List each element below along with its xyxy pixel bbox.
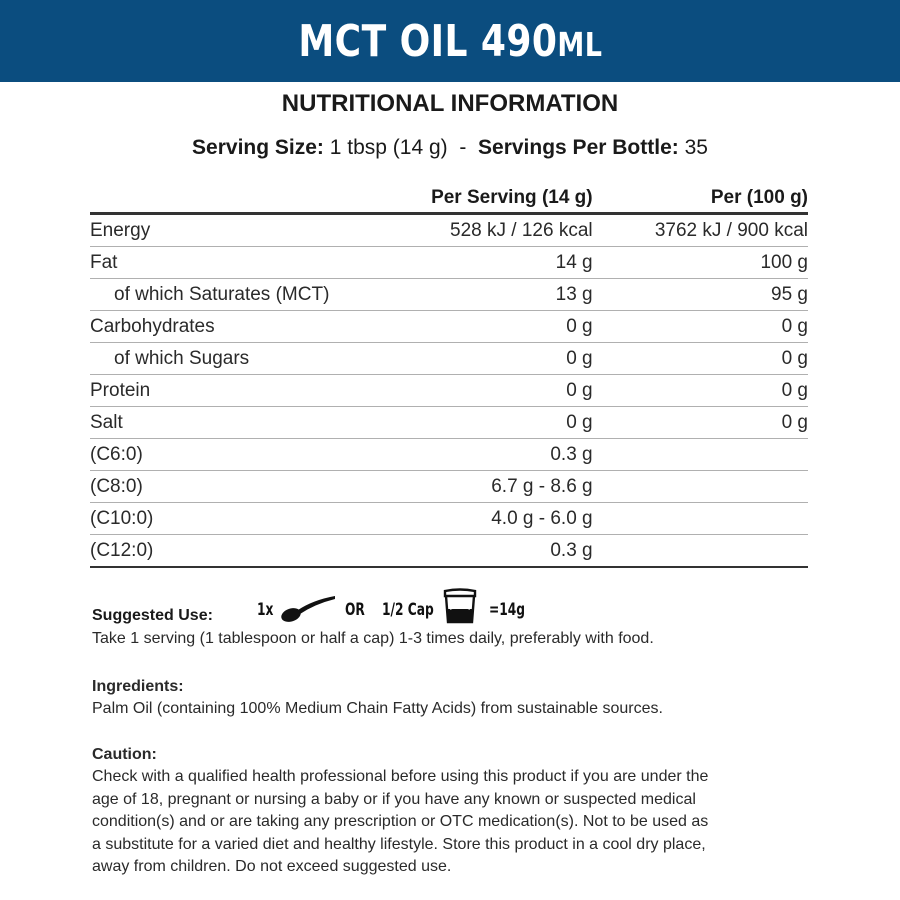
caution-line: a substitute for a varied diet and healthy lifestyle. Store this product in a cool dry place, <box>92 835 706 853</box>
nutrient-name: (C6:0) <box>90 439 405 471</box>
dosage-equals: =14g <box>489 600 526 620</box>
dosage-cap: 1/2 Cap <box>382 600 434 620</box>
per-100g-value: 0 g <box>593 375 808 407</box>
per-serving-value: 0.3 g <box>405 439 593 471</box>
per-100g-value <box>593 439 808 471</box>
per-100g-value <box>593 535 808 568</box>
dosage-or: OR <box>345 600 365 620</box>
ingredients-label: Ingredients: <box>92 678 184 695</box>
table-row <box>90 343 808 375</box>
per-100g-value <box>593 471 808 503</box>
per-serving-value: 0.3 g <box>405 535 593 568</box>
servings-per-bottle-label: Servings Per Bottle: <box>478 136 679 159</box>
table-row <box>90 535 808 568</box>
caution-line: age of 18, pregnant or nursing a baby or if you have any known or suspected medical <box>92 790 696 808</box>
per-serving-value: 0 g <box>405 311 593 343</box>
spoon-icon <box>279 594 337 624</box>
nutrient-name: Carbohydrates <box>90 311 405 343</box>
per-serving-value: 13 g <box>405 279 593 311</box>
serving-size-label: Serving Size: <box>192 136 324 159</box>
product-banner <box>0 0 900 82</box>
caution-line: Check with a qualified health professional before using this product if you are under the <box>92 768 709 785</box>
product-title-main: MCT OIL 490 <box>297 15 558 67</box>
serving-size-value: 1 tbsp (14 g) <box>329 136 448 159</box>
per-100g-value: 0 g <box>593 311 808 343</box>
table-row <box>90 503 808 535</box>
product-title-unit: ML <box>557 24 603 64</box>
nutrient-name: Protein <box>90 375 405 407</box>
header-per-100g: Per (100 g) <box>593 183 808 214</box>
cap-icon <box>442 588 478 626</box>
per-100g-value <box>593 503 808 535</box>
table-row <box>90 214 808 247</box>
caution-line: condition(s) and or are taking any prescription or OTC medication(s). Not to be used as <box>92 813 709 830</box>
per-100g-value: 3762 kJ / 900 kcal <box>593 214 808 247</box>
per-100g-value: 0 g <box>593 343 808 375</box>
nutrient-name: of which Sugars <box>90 343 405 375</box>
per-100g-value: 0 g <box>593 407 808 439</box>
per-100g-value: 100 g <box>593 247 808 279</box>
table-row <box>90 311 808 343</box>
header-nutrient <box>90 183 405 214</box>
caution-label: Caution: <box>92 746 157 763</box>
serving-info <box>0 136 900 160</box>
per-serving-value: 0 g <box>405 407 593 439</box>
nutrient-name: (C12:0) <box>90 535 405 568</box>
suggested-use-row <box>92 594 792 630</box>
per-serving-value: 0 g <box>405 343 593 375</box>
nutrient-name: Fat <box>90 247 405 279</box>
suggested-use-label: Suggested Use: <box>92 607 213 624</box>
per-100g-value: 95 g <box>593 279 808 311</box>
table-row <box>90 471 808 503</box>
table-row <box>90 247 808 279</box>
header-per-serving: Per Serving (14 g) <box>405 183 593 214</box>
dosage-graphic <box>257 594 557 628</box>
nutrition-table <box>90 183 808 568</box>
table-body <box>90 214 808 568</box>
serving-separator: - <box>459 136 467 159</box>
table-row <box>90 439 808 471</box>
per-serving-value: 528 kJ / 126 kcal <box>405 214 593 247</box>
nutrient-name: (C8:0) <box>90 471 405 503</box>
servings-per-bottle-value: 35 <box>684 136 708 159</box>
nutrition-heading: NUTRITIONAL INFORMATION <box>281 90 619 117</box>
dosage-qty: 1x <box>257 600 274 620</box>
per-serving-value: 0 g <box>405 375 593 407</box>
nutrient-name: of which Saturates (MCT) <box>90 279 405 311</box>
table-row <box>90 407 808 439</box>
table-row <box>90 375 808 407</box>
nutrient-name: Energy <box>90 214 405 247</box>
suggested-use-text: Take 1 serving (1 tablespoon or half a cap) 1-3 times daily, preferably with food. <box>92 630 654 647</box>
table-row <box>90 279 808 311</box>
caution-line: away from children. Do not exceed suggested use. <box>92 858 452 875</box>
nutrient-name: (C10:0) <box>90 503 405 535</box>
per-serving-value: 14 g <box>405 247 593 279</box>
table-header-row <box>90 183 808 214</box>
nutrient-name: Salt <box>90 407 405 439</box>
per-serving-value: 6.7 g - 8.6 g <box>405 471 593 503</box>
caution-text <box>92 766 708 879</box>
product-title <box>298 16 602 67</box>
per-serving-value: 4.0 g - 6.0 g <box>405 503 593 535</box>
ingredients-text: Palm Oil (containing 100% Medium Chain Fatty Acids) from sustainable sources. <box>92 700 663 717</box>
